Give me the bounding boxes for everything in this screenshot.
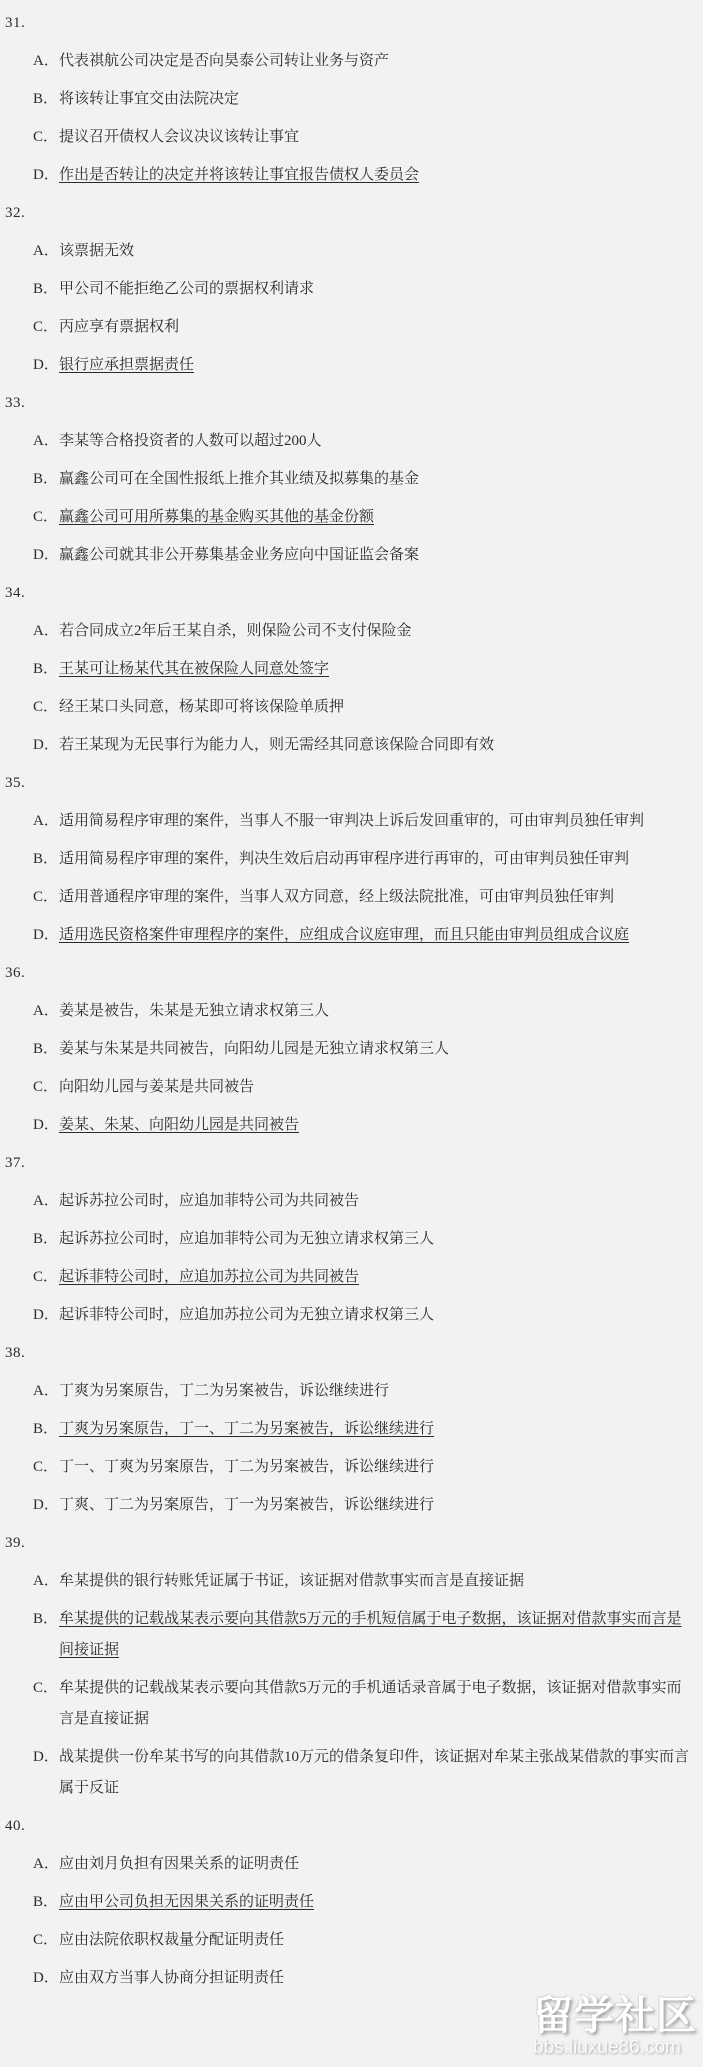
option-d xyxy=(33,1490,693,1521)
option-b xyxy=(33,1224,693,1255)
option-d xyxy=(33,350,693,381)
option-label: C． xyxy=(33,1459,59,1475)
option-label: C． xyxy=(33,1269,59,1285)
option-label: B． xyxy=(33,661,59,677)
option-label: C． xyxy=(33,1932,59,1948)
option-d xyxy=(33,160,693,191)
option-text: 起诉苏拉公司时，应追加菲特公司为无独立请求权第三人 xyxy=(59,1231,435,1247)
option-c xyxy=(33,692,693,723)
option-text: 牟某提供的银行转账凭证属于书证，该证据对借款事实而言是直接证据 xyxy=(59,1573,525,1589)
question-39 xyxy=(5,1528,693,1804)
option-b xyxy=(33,1414,693,1445)
option-d xyxy=(33,1742,693,1804)
option-label: B． xyxy=(33,91,59,107)
option-label: A． xyxy=(33,53,59,69)
option-label: D． xyxy=(33,167,59,183)
option-label: A． xyxy=(33,1383,59,1399)
option-text: 将该转让事宜交由法院决定 xyxy=(59,91,240,107)
option-a xyxy=(33,1186,693,1217)
watermark-logo-text: 留学社区 xyxy=(533,1994,697,2038)
question-number: 34. xyxy=(5,585,26,601)
option-text: 赢鑫公司就其非公开募集基金业务应向中国证监会备案 xyxy=(59,547,420,563)
option-label: D． xyxy=(33,547,59,563)
option-label: D． xyxy=(33,737,59,753)
option-label: C． xyxy=(33,1079,59,1095)
option-b xyxy=(33,274,693,305)
option-text: 起诉苏拉公司时，应追加菲特公司为共同被告 xyxy=(59,1193,360,1209)
option-c xyxy=(33,1925,693,1956)
option-text: 作出是否转让的决定并将该转让事宜报告债权人委员会 xyxy=(59,167,420,183)
option-label: A． xyxy=(33,1003,59,1019)
option-c xyxy=(33,1262,693,1293)
question-40 xyxy=(5,1811,693,1994)
option-label: B． xyxy=(33,1611,59,1627)
watermark-url-text: bbs.liuxue86.com xyxy=(533,2037,681,2058)
option-text: 若王某现为无民事行为能力人，则无需经其同意该保险合同即有效 xyxy=(59,737,495,753)
option-text: 战某提供一份牟某书写的向其借款10万元的借条复印件，该证据对牟某主张战某借款的事实而言属于反证 xyxy=(59,1749,690,1796)
option-a xyxy=(33,1376,693,1407)
question-38 xyxy=(5,1338,693,1521)
option-text: 姜某、朱某、向阳幼儿园是共同被告 xyxy=(59,1117,300,1133)
option-label: D． xyxy=(33,927,59,943)
option-label: D． xyxy=(33,1117,59,1133)
option-label: D． xyxy=(33,1307,59,1323)
question-number: 33. xyxy=(5,395,26,411)
option-label: A． xyxy=(33,1573,59,1589)
option-text: 丁一、丁爽为另案原告，丁二为另案被告，诉讼继续进行 xyxy=(59,1459,435,1475)
option-text: 姜某与朱某是共同被告，向阳幼儿园是无独立请求权第三人 xyxy=(59,1041,450,1057)
option-d xyxy=(33,1110,693,1141)
option-b xyxy=(33,844,693,875)
option-label: D． xyxy=(33,357,59,373)
option-text: 适用简易程序审理的案件，当事人不服一审判决上诉后发回重审的，可由审判员独任审判 xyxy=(59,813,645,829)
option-d xyxy=(33,540,693,571)
question-37 xyxy=(5,1148,693,1331)
option-a xyxy=(33,1566,693,1597)
option-d xyxy=(33,1963,693,1994)
option-b xyxy=(33,654,693,685)
option-label: C． xyxy=(33,129,59,145)
question-36 xyxy=(5,958,693,1141)
option-text: 代表祺航公司决定是否向昊泰公司转让业务与资产 xyxy=(59,53,390,69)
option-text: 赢鑫公司可用所募集的基金购买其他的基金份额 xyxy=(59,509,375,525)
option-b xyxy=(33,84,693,115)
option-text: 适用简易程序审理的案件，判决生效后启动再审程序进行再审的，可由审判员独任审判 xyxy=(59,851,630,867)
option-text: 甲公司不能拒绝乙公司的票据权利请求 xyxy=(59,281,315,297)
option-label: B． xyxy=(33,1041,59,1057)
option-label: C． xyxy=(33,889,59,905)
option-label: D． xyxy=(33,1970,59,1986)
option-label: A． xyxy=(33,1193,59,1209)
question-35 xyxy=(5,768,693,951)
option-text: 起诉菲特公司时，应追加苏拉公司为共同被告 xyxy=(59,1269,360,1285)
option-text: 丙应享有票据权利 xyxy=(59,319,180,335)
option-label: A． xyxy=(33,813,59,829)
option-text: 应由法院依职权裁量分配证明责任 xyxy=(59,1932,285,1948)
option-label: D． xyxy=(33,1749,59,1765)
option-text: 丁爽为另案原告，丁一、丁二为另案被告，诉讼继续进行 xyxy=(59,1421,435,1437)
option-text: 牟某提供的记载战某表示要向其借款5万元的手机通话录音属于电子数据，该证据对借款事实而言是直接证据 xyxy=(59,1680,682,1727)
option-label: B． xyxy=(33,1421,59,1437)
option-label: B． xyxy=(33,1894,59,1910)
option-label: C． xyxy=(33,699,59,715)
question-number: 40. xyxy=(5,1818,26,1834)
question-33 xyxy=(5,388,693,571)
option-text: 向阳幼儿园与姜某是共同被告 xyxy=(59,1079,255,1095)
option-text: 赢鑫公司可在全国性报纸上推介其业绩及拟募集的基金 xyxy=(59,471,420,487)
option-d xyxy=(33,920,693,951)
question-number: 36. xyxy=(5,965,26,981)
option-text: 提议召开债权人会议决议该转让事宜 xyxy=(59,129,300,145)
option-label: B． xyxy=(33,1231,59,1247)
question-31 xyxy=(5,8,693,191)
option-text: 起诉菲特公司时，应追加苏拉公司为无独立请求权第三人 xyxy=(59,1307,435,1323)
question-number: 35. xyxy=(5,775,26,791)
option-text: 若合同成立2年后王某自杀，则保险公司不支付保险金 xyxy=(59,623,412,639)
option-c xyxy=(33,1452,693,1483)
option-label: A． xyxy=(33,433,59,449)
option-text: 丁爽为另案原告，丁二为另案被告，诉讼继续进行 xyxy=(59,1383,390,1399)
option-text: 应由刘月负担有因果关系的证明责任 xyxy=(59,1856,300,1872)
question-number: 38. xyxy=(5,1345,26,1361)
option-a xyxy=(33,1849,693,1880)
option-c xyxy=(33,502,693,533)
option-c xyxy=(33,1072,693,1103)
option-text: 银行应承担票据责任 xyxy=(59,357,195,373)
option-a xyxy=(33,996,693,1027)
option-c xyxy=(33,882,693,913)
option-b xyxy=(33,464,693,495)
option-text: 丁爽、丁二为另案原告，丁一为另案被告，诉讼继续进行 xyxy=(59,1497,435,1513)
option-text: 牟某提供的记载战某表示要向其借款5万元的手机短信属于电子数据，该证据对借款事实而言是间接证据 xyxy=(59,1611,682,1658)
question-number: 31. xyxy=(5,15,26,31)
option-label: C． xyxy=(33,509,59,525)
option-c xyxy=(33,312,693,343)
option-label: B． xyxy=(33,851,59,867)
option-label: C． xyxy=(33,319,59,335)
option-text: 应由甲公司负担无因果关系的证明责任 xyxy=(59,1894,315,1910)
option-text: 适用普通程序审理的案件，当事人双方同意，经上级法院批准，可由审判员独任审判 xyxy=(59,889,615,905)
question-number: 37. xyxy=(5,1155,26,1171)
option-label: A． xyxy=(33,1856,59,1872)
question-32 xyxy=(5,198,693,381)
option-b xyxy=(33,1604,693,1666)
option-c xyxy=(33,122,693,153)
option-label: A． xyxy=(33,243,59,259)
option-a xyxy=(33,426,693,457)
option-label: A． xyxy=(33,623,59,639)
option-d xyxy=(33,1300,693,1331)
option-label: D． xyxy=(33,1497,59,1513)
option-text: 李某等合格投资者的人数可以超过200人 xyxy=(59,433,322,449)
option-a xyxy=(33,616,693,647)
option-a xyxy=(33,806,693,837)
option-d xyxy=(33,730,693,761)
option-b xyxy=(33,1887,693,1918)
option-a xyxy=(33,236,693,267)
option-label: B． xyxy=(33,471,59,487)
option-a xyxy=(33,46,693,77)
option-text: 该票据无效 xyxy=(59,243,135,259)
option-text: 应由双方当事人协商分担证明责任 xyxy=(59,1970,285,1986)
option-text: 适用选民资格案件审理程序的案件，应组成合议庭审理，而且只能由审判员组成合议庭 xyxy=(59,927,630,943)
question-number: 32. xyxy=(5,205,26,221)
option-b xyxy=(33,1034,693,1065)
option-text: 王某可让杨某代其在被保险人同意处签字 xyxy=(59,661,330,677)
option-c xyxy=(33,1673,693,1735)
question-34 xyxy=(5,578,693,761)
option-text: 经王某口头同意，杨某即可将该保险单质押 xyxy=(59,699,345,715)
option-label: B． xyxy=(33,281,59,297)
question-number: 39. xyxy=(5,1535,26,1551)
option-text: 姜某是被告，朱某是无独立请求权第三人 xyxy=(59,1003,330,1019)
option-label: C． xyxy=(33,1680,59,1696)
